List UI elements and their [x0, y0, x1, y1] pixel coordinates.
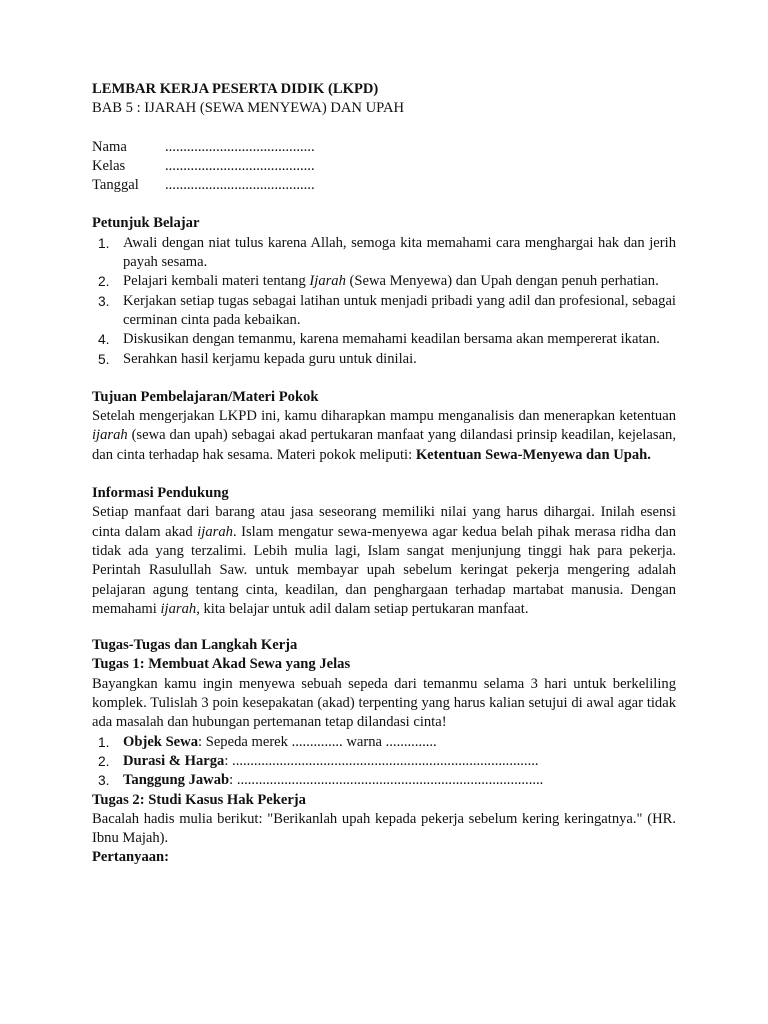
- list-item: [92, 272, 676, 291]
- list-item: [92, 350, 676, 369]
- list-item-text: Diskusikan dengan temanmu, karena memahami keadilan bersama akan mempererat ikatan.: [123, 331, 660, 348]
- list-item-text: Kerjakan setiap tugas sebagai latihan untuk menjadi pribadi yang adil dan profesional, sebagai cerminan cinta pada kebaikan.: [123, 292, 676, 328]
- list-item: [92, 771, 676, 790]
- list-number: 3.: [98, 293, 110, 309]
- field-value-kelas[interactable]: .........................................: [165, 157, 315, 174]
- list-item-label: Objek Sewa: [123, 733, 198, 750]
- task-1-list: [92, 733, 676, 791]
- tugas-section: [92, 636, 676, 868]
- field-label-nama: Nama: [92, 138, 127, 155]
- section-heading-tugas: Tugas-Tugas dan Langkah Kerja: [92, 637, 298, 654]
- answer-blank[interactable]: : ....................................................................................: [224, 752, 539, 769]
- field-label-kelas: Kelas: [92, 157, 126, 174]
- list-item: [92, 752, 676, 771]
- list-item-label: Durasi & Harga: [123, 752, 225, 769]
- petunjuk-section: [92, 214, 676, 368]
- chapter-subtitle: BAB 5 : IJARAH (SEWA MENYEWA) DAN UPAH: [92, 100, 405, 117]
- list-number: 2.: [98, 274, 110, 290]
- tujuan-section: [92, 388, 676, 465]
- field-value-nama[interactable]: .........................................: [165, 138, 315, 155]
- section-heading-tujuan: Tujuan Pembelajaran/Materi Pokok: [92, 388, 319, 405]
- task-2-body: Bacalah hadis mulia berikut: "Berikanlah upah kepada pekerja sebelum kering keringatnya." (HR. Ibnu Majah).: [92, 810, 676, 847]
- list-item-text: Serahkan hasil kerjamu kepada guru untuk dinilai.: [123, 350, 417, 367]
- list-item: [92, 733, 676, 752]
- list-item-label: Tanggung Jawab: [123, 772, 230, 789]
- list-item-text: Awali dengan niat tulus karena Allah, semoga kita memahami cara menghargai hak dan jerih payah sesama.: [123, 234, 676, 271]
- informasi-paragraph: Setiap manfaat dari barang atau jasa seseorang memiliki nilai yang harus dihargai. Inilah esensi cinta dalam akad ijarah. Islam mengatur sewa-menyewa agar kedua belah pihak merasa ridha dan tidak ada yang terzalimi. Lebih mulia lagi, Islam sangat menjunjung tinggi hak para pekerja. Perintah Rasulullah Saw. untuk membayar upah sebelum keringat pekerja mengering adalah pelajaran agung tentang cinta, keadilan, dan penghargaan terhadap martabat manusia. Dengan memahami ijarah, kita belajar untuk adil dalam setiap pertukaran manfaat.: [92, 504, 677, 617]
- section-heading-informasi: Informasi Pendukung: [92, 485, 229, 502]
- student-info: [92, 138, 676, 196]
- list-number: 2.: [98, 753, 110, 769]
- document-title: LEMBAR KERJA PESERTA DIDIK (LKPD): [92, 81, 379, 97]
- petunjuk-list: [92, 234, 676, 369]
- list-item: [92, 292, 676, 331]
- list-item: [92, 234, 676, 273]
- answer-blank[interactable]: : ....................................................................................: [229, 772, 544, 789]
- list-item-text: (Sewa Menyewa) dan Upah dengan penuh perhatian.: [345, 273, 659, 290]
- list-number: 5.: [98, 351, 110, 367]
- italic-term: Ijarah: [309, 273, 346, 290]
- task-2-heading: Tugas 2: Studi Kasus Hak Pekerja: [92, 791, 306, 808]
- field-value-tanggal[interactable]: .........................................: [165, 177, 315, 194]
- list-number: 3.: [98, 773, 110, 789]
- list-item: [92, 330, 676, 349]
- section-heading-petunjuk: Petunjuk Belajar: [92, 215, 200, 232]
- list-number: 1.: [98, 235, 110, 251]
- task-1-body: Bayangkan kamu ingin menyewa sebuah sepeda dari temanmu selama 3 hari untuk berkeliling komplek. Tulislah 3 poin kesepakatan (akad) terpenting yang harus kalian setujui di awal agar tidak ada masalah dan hubungan pertemanan tetap dilandasi cinta!: [92, 675, 676, 731]
- list-number: 4.: [98, 332, 110, 348]
- list-item-text: Pelajari kembali materi tentang: [123, 273, 310, 290]
- field-label-tanggal: Tanggal: [92, 177, 139, 194]
- informasi-section: [92, 484, 676, 619]
- task-1-heading: Tugas 1: Membuat Akad Sewa yang Jelas: [92, 656, 351, 673]
- pertanyaan-label: Pertanyaan:: [92, 849, 170, 866]
- list-number: 1.: [98, 734, 110, 750]
- answer-blank[interactable]: : Sepeda merek .............. warna ..............: [198, 733, 437, 750]
- tujuan-paragraph: Setelah mengerjakan LKPD ini, kamu diharapkan mampu menganalisis dan menerapkan ketentuan ijarah (sewa dan upah) sebagai akad pertukaran manfaat yang dilandasi prinsip keadilan, kejelasan, dan cinta terhadap hak sesama. Materi pokok meliputi: Ketentuan Sewa-Menyewa dan Upah.: [92, 408, 676, 463]
